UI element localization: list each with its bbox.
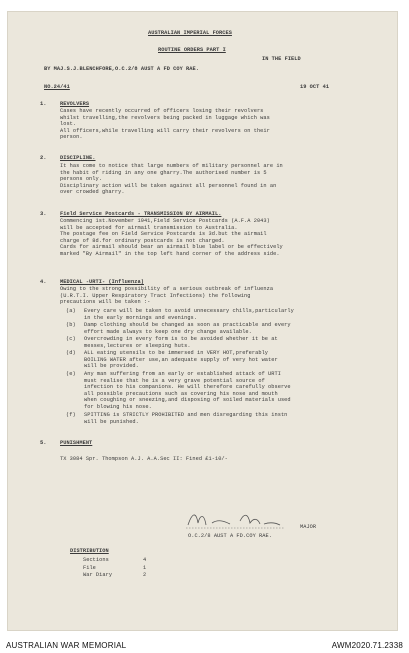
item-line: The postage fee on Field Service Postcards is 3d.but the airmail — [60, 231, 267, 237]
distribution-name: File — [83, 564, 96, 571]
distribution-count: 2 — [143, 572, 147, 578]
signature-rank: MAJOR — [300, 524, 317, 530]
item-line: marked "By Airmail" in the top left hand corner of the address side. — [60, 250, 280, 257]
subitem-line: BOILING WATER after use,an adequate supply of very hot water — [84, 356, 278, 363]
subitem-line: will be punished. — [84, 418, 139, 425]
subitem-line: Damp clothing should be changed as soon as practicable and every — [84, 322, 291, 328]
distribution-heading: DISTRIBUTION — [70, 548, 109, 554]
item-line: over crowded gharry. — [60, 189, 125, 195]
item-line: It has come to notice that large numbers of military personnel are in — [60, 163, 283, 169]
archive-name: AUSTRALIAN WAR MEMORIAL — [6, 641, 127, 650]
item-number: 2. — [40, 155, 47, 161]
subitem-line: Every care will be taken to avoid unnecessary chills,particularly — [84, 308, 294, 314]
subitem-line: will be provided. — [84, 363, 139, 369]
item-heading: PUNISHMENT — [60, 440, 93, 446]
item-line: Commencing 1st.November 1941,Field Service Postcards (A.F.A 2043) — [60, 218, 270, 224]
subitem-label: (b) — [66, 322, 76, 328]
distribution-name: Sections — [83, 557, 109, 563]
subitem-line: Any man suffering from an early or established attack of URTI — [84, 371, 281, 377]
handwritten-signature — [184, 509, 304, 531]
item-number: 3. — [40, 211, 47, 217]
item-line: whilst travelling,the revolvers being packed in luggage which was — [60, 114, 270, 121]
item-line: (U.R.T.I. Upper Respiratory Tract Infections) the following — [60, 292, 251, 299]
item-line: person. — [60, 134, 83, 140]
subitem-label: (d) — [66, 350, 76, 356]
order-number: NO.24/41 — [44, 84, 70, 90]
item-line: lost. — [60, 121, 77, 127]
item-number: 4. — [40, 279, 47, 285]
item-number: 5. — [40, 440, 47, 446]
item-line: will be accepted for airmail transmission to Australia. — [60, 224, 238, 231]
subitem-line: in the early mornings and evenings. — [84, 314, 198, 321]
punishment-entry: TX 3084 Spr. Thompson A.J. A.A.Sec II: Fined £1-10/- — [60, 456, 228, 462]
subitem-line: effort made always to keep one dry change available. — [84, 328, 252, 335]
document-title: AUSTRALIAN IMPERIAL FORCES — [148, 30, 232, 36]
distribution-count: 4 — [143, 557, 147, 563]
item-heading: MEDICAL -URTI- (Influenza) — [60, 279, 144, 285]
subitem-line: ALL eating utensils to be immersed in VERY HOT,preferably — [84, 350, 269, 356]
subitem-line: infection to his companions. He will therefore carefully observe — [84, 384, 291, 390]
subitem-label: (a) — [66, 308, 76, 314]
subitem-label: (e) — [66, 371, 76, 377]
subitem-line: must realise that he is a very grave potential source of — [84, 377, 265, 384]
order-date: 19 OCT 41 — [300, 84, 330, 90]
distribution-name: War Diary — [83, 572, 113, 578]
subitem-line: when coughing or sneezing,and disposing of soiled materials used — [84, 397, 291, 403]
item-line: the habit of riding in any one gharry.The authorised number is 5 — [60, 169, 267, 176]
subitem-line: all possible precautions such as covering his nose and mouth — [84, 390, 278, 397]
item-line: Owing to the strong possibility of a serious outbreak of influenza — [60, 286, 274, 292]
distribution-count: 1 — [143, 564, 147, 571]
subitem-line: SPITTING is STRICTLY PROHIBITED and men disregarding this instn — [84, 412, 288, 418]
item-heading: DISCIPLINE. — [60, 155, 96, 161]
item-line: Cards for airmail should bear an airmail blue label or be effectively — [60, 244, 283, 250]
subitem-label: (c) — [66, 336, 76, 342]
location-text: IN THE FIELD — [262, 56, 301, 62]
subitem-line: for blowing his nose. — [84, 403, 152, 410]
issued-by-line: BY MAJ.S.J.BLENCHFORE,O.C.2/8 AUST A FD COY RAE. — [44, 66, 199, 72]
item-line: Cases have recently occurred of officers losing their revolvers — [60, 108, 264, 114]
item-line: persons only. — [60, 176, 102, 182]
item-heading: Field Service Postcards - TRANSMISSION BY AIRMAIL. — [60, 211, 222, 217]
item-line: precautions will be taken :- — [60, 299, 151, 305]
item-line: All officers,while travelling will carry their revolvers on their — [60, 127, 270, 134]
signature-unit: O.C.2/8 AUST A FD.COY RAE. — [188, 533, 272, 539]
subitem-label: (f) — [66, 412, 76, 418]
item-line: Disciplinary action will be taken against all personnel found in an — [60, 182, 277, 189]
accession-number: AWM2020.71.2338 — [331, 641, 403, 650]
item-heading: REVOLVERS — [60, 101, 90, 107]
item-number: 1. — [40, 101, 47, 107]
item-line: charge of 8d.for ordinary postcards is not charged. — [60, 237, 225, 244]
document-subtitle: ROUTINE ORDERS PART I — [158, 47, 226, 53]
subitem-line: messes,lectures or sleeping huts. — [84, 342, 191, 349]
subitem-line: Overcrowding in every form is to be avoided whether it be at — [84, 336, 278, 342]
archive-footer — [0, 633, 409, 653]
